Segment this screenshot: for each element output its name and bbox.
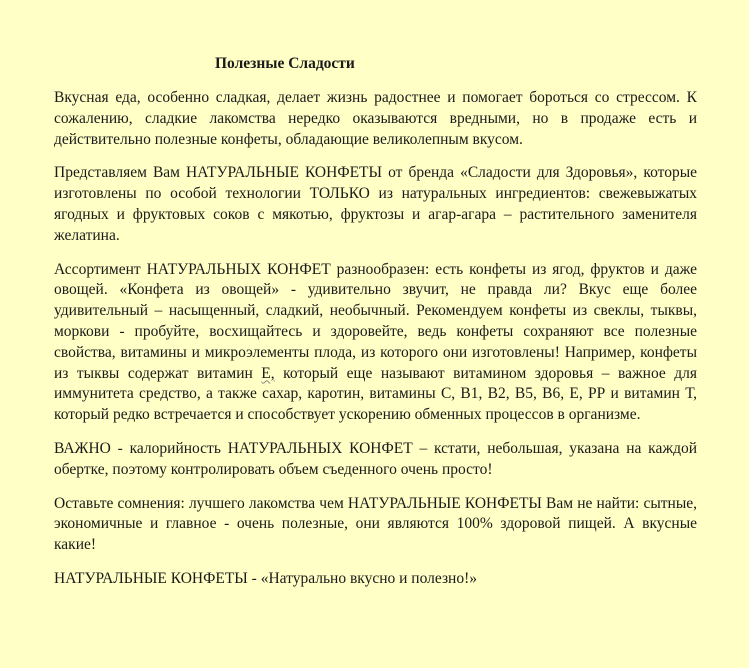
paragraph-assortment-text: Ассортимент НАТУРАЛЬНЫХ КОНФЕТ разнообразен: есть конфеты из ягод, фруктов и даже овощей. «Конфета из овощей» - удивительно звучит, не правда ли? Вкус еще более удивительный – насыщенный, сладкий, необычный. Рекомендуем конфеты из свеклы, тыквы, моркови - пробуйте, восхищайтесь и здоровейте, ведь конфеты сохраняют все полезные свойства, витамины и микроэлементы плода, из которого они изготовлены! Например, конфеты из тыквы содержат витамин: [54, 260, 697, 382]
paragraph-assortment-tail: который еще называют витамином здоровья – важное для иммунитета средство, а также сахар, каротин, витамины С, В1, В2, В5, В6, Е, РР и витамин Т, который редко встречается и способствует ускорению обменных процессов в организме.: [54, 364, 697, 424]
spellcheck-flagged-word[interactable]: Е,: [261, 364, 275, 382]
document-page: [54, 52, 697, 590]
paragraph-assortment: [54, 260, 697, 426]
paragraph-important: ВАЖНО - калорийность НАТУРАЛЬНЫХ КОНФЕТ – кстати, небольшая, указана на каждой обертке, поэтому контролировать объем съеденного очень просто!: [54, 439, 697, 478]
paragraph-brand: Представляем Вам НАТУРАЛЬНЫЕ КОНФЕТЫ от бренда «Сладости для Здоровья», которые изготовлены по особой технологии ТОЛЬКО из натуральных ингредиентов: свежевыжатых ягодных и фруктовых соков с мякотью, фруктозы и агар-агара – растительного заменителя желатина.: [54, 164, 697, 244]
document-title: Полезные Сладости: [215, 55, 355, 72]
paragraph-conclusion: Оставьте сомнения: лучшего лакомства чем НАТУРАЛЬНЫЕ КОНФЕТЫ Вам не найти: сытные, экономичные и главное - очень полезные, они являются 100% здоровой пищей. А вкусные какие!: [54, 494, 697, 554]
paragraph-slogan: НАТУРАЛЬНЫЕ КОНФЕТЫ - «Натурально вкусно и полезно!»: [54, 569, 478, 587]
paragraph-intro: Вкусная еда, особенно сладкая, делает жизнь радостнее и помогает бороться со стрессом. К сожалению, сладкие лакомства нередко оказываются вредными, но в продаже есть и действительно полезные конфеты, обладающие великолепным вкусом.: [54, 89, 697, 148]
